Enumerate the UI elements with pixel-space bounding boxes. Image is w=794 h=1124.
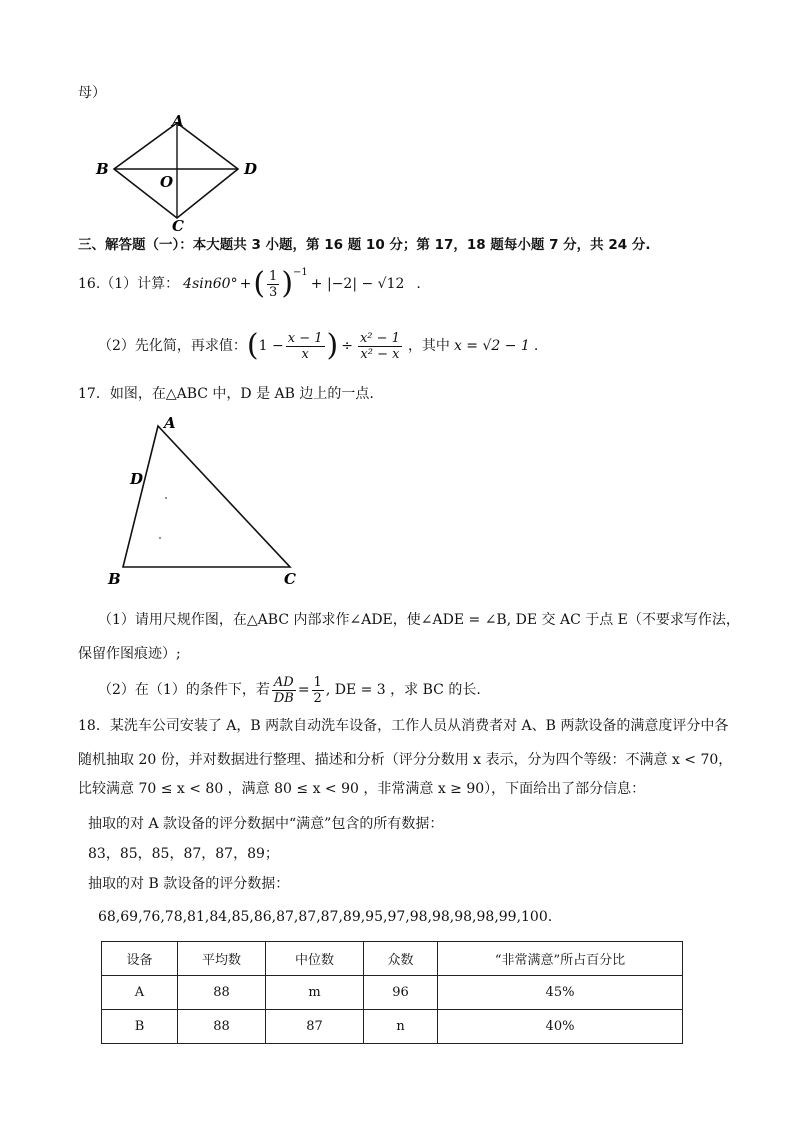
triangle-label-b: B [108,570,121,588]
table-cell: 40% [438,1010,683,1044]
triangle-outline [123,426,290,567]
previous-question-fragment: 母） [78,85,106,101]
table-header-cell: 平均数 [178,942,266,976]
q17-part2 [98,670,481,710]
table-row [102,1010,683,1044]
q16-part1-expr-a: 4sin60° [183,276,238,292]
triangle-label-d: D [130,470,144,488]
q16-part2-f1-den: x [301,346,309,362]
rhombus-figure [88,110,268,235]
q17-part2-f1-num: AD [273,674,294,690]
triangle-label-a: A [164,414,176,432]
q16-part2-fraction-1 [286,331,325,362]
table-cell: 87 [266,1010,364,1044]
triangle-label-c: C [284,570,296,588]
q17-part2-prefix: （2）在（1）的条件下，若 [98,682,270,698]
q16-part2: （2）先化简，再求值： ( 1 − $\frac{x - 1}{x}$ ) ÷ $\frac{\text{x² − 1}}{\text{x² − x}}$ ，其中 x = √2 − 1 . [98,328,539,363]
q17-stem: 17．如图，在△ABC 中，D 是 AB 边上的一点. [78,386,374,402]
q16-part1-end: . [416,276,421,292]
q16-part1-frac-num: 1 [269,268,278,284]
table-cell: B [102,1010,178,1044]
q18-line2: 随机抽取 20 份，并对数据进行整理、描述和分析（评分分数用 x 表示，分为四个等级：不满意 x < 70， [78,752,733,768]
q17-part2-fraction-2 [312,675,324,706]
table-cell: 88 [178,1010,266,1044]
q18-line5: 83，85，85，87，87，89； [88,846,279,862]
table-header-row [102,942,683,976]
q16-part1-prefix: 16.（1）计算： [78,276,180,292]
rhombus-label-c: C [172,217,184,235]
q16-part1-exponent: −1 [293,267,308,278]
rhombus-outline [114,123,238,218]
q16-part2-end: . [533,338,539,354]
q17-part2-rest: , DE = 3 ，求 BC 的长. [325,682,481,698]
q17-part2-fraction-1 [272,675,296,706]
q18-line4: 抽取的对 A 款设备的评分数据中“满意”包含的所有数据： [88,816,444,832]
q17-part2-f1-den: DB [273,690,294,706]
table-cell: A [102,976,178,1010]
q17-part2-f2-num: 1 [313,674,322,690]
q16-part2-value: x = √2 − 1 [453,338,530,354]
q16-part2-f2-num: x² − 1 [359,330,400,346]
q16-part2-where: ，其中 [407,338,450,354]
q18-line1: 18．某洗车公司安装了 A，B 两款自动洗车设备，工作人员从消费者对 A、B 两款设备的满意度评分中各 [78,718,729,734]
q17-part1-line1: （1）请用尺规作图，在△ABC 内部求作∠ADE，使∠ADE = ∠B, DE 交 AC 于点 E（不要求写作法， [98,612,740,628]
rhombus-label-d: D [244,160,258,178]
rhombus-label-b: B [96,160,109,178]
table-header-cell: 中位数 [266,942,364,976]
q17-part1-line2: 保留作图痕迹）; [78,646,181,662]
q16-part2-one: 1 − [258,338,284,354]
stray-dot [165,497,167,499]
table-header-cell: “非常满意”所占百分比 [438,942,683,976]
rhombus-label-a: A [172,112,184,130]
stray-dot [159,537,161,539]
section-header: 三、解答题（一）：本大题共 3 小题，第 16 题 10 分；第 17，18 题每小题 7 分，共 24 分. [78,237,651,253]
q18-line3: 比较满意 70 ≤ x < 80 ，满意 80 ≤ x < 90 ，非常满意 x ≥ 90），下面给出了部分信息： [78,781,646,797]
q16-part1-frac-den: 3 [269,284,278,300]
q17-part2-f2-den: 2 [313,690,322,706]
q16-part1-expr-b: + |−2| − √12 [310,276,405,292]
q18-line6: 抽取的对 B 款设备的评分数据： [88,876,290,892]
table-header-cell: 设备 [102,942,178,976]
q16-part2-fraction-2 [358,331,402,362]
q17-part2-eq: = [297,682,310,698]
table-row [102,976,683,1010]
q18-stats-table [101,941,683,1044]
q16-part2-f1-num: x − 1 [287,330,323,346]
q16-part2-prefix: （2）先化简，再求值： [98,338,247,354]
table-cell: 45% [438,976,683,1010]
triangle-figure [100,412,310,590]
table-cell: 96 [364,976,438,1010]
q16-part1-fraction [267,269,279,300]
q16-part1: 16.（1）计算： 4sin60° + ( $\frac{1}{3}$ ) −1 + |−2| − √12 . [78,266,421,301]
rhombus-label-o: O [160,173,174,191]
table-cell: 88 [178,976,266,1010]
q16-part2-divide: ÷ [341,338,353,354]
table-cell: n [364,1010,438,1044]
q18-line7: 68,69,76,78,81,84,85,86,87,87,87,89,95,97,98,98,98,98,99,100. [98,909,553,925]
table-cell: m [266,976,364,1010]
q16-part2-f2-den: x² − x [360,346,400,362]
table-header-cell: 众数 [364,942,438,976]
